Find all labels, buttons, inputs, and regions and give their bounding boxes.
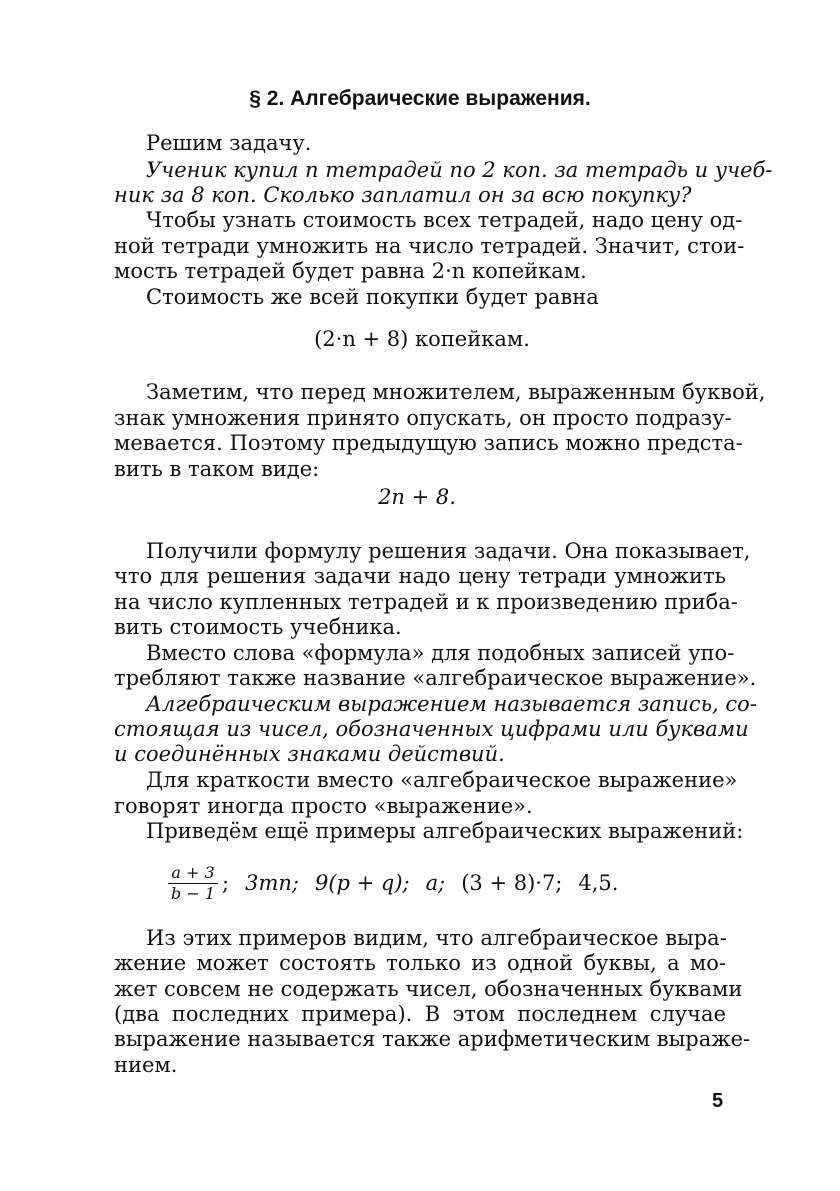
paragraph-line: Вместо слова «формула» для подобных записей упо- <box>146 641 735 665</box>
paragraph-line: что для решения задачи надо цену тетради умножить <box>114 564 726 588</box>
example-expression: (3 + 8)·7; <box>461 871 563 895</box>
paragraph-line: Из этих примеров видим, что алгебраическое выра- <box>146 926 727 950</box>
paragraph-line: ной тетради умножить на число тетрадей. Значит, стои- <box>114 234 745 258</box>
paragraph-line: вить в таком виде: <box>114 457 320 481</box>
fraction-example <box>168 864 218 903</box>
paragraph-line: нием. <box>114 1053 178 1077</box>
problem-line: Ученик купил n тетрадей по 2 коп. за тетрадь и учеб- <box>146 158 773 182</box>
section-title: § 2. Алгебраические выражения. <box>249 87 591 110</box>
paragraph-line: (два последних примера). В этом последнем случае <box>114 1002 726 1026</box>
paragraph-line: Получили формулу решения задачи. Она показывает, <box>146 539 751 563</box>
fraction-numerator: a + 3 <box>168 864 217 884</box>
example-expression: 3mn; <box>245 871 299 895</box>
formula-display: 2n + 8. <box>378 485 456 509</box>
formula-display: (2·n + 8) копейкам. <box>314 327 530 351</box>
definition-line: стоящая из чисел, обозначенных цифрами или буквами <box>114 717 749 741</box>
paragraph-line: мость тетрадей будет равна 2·n копейкам. <box>114 259 587 283</box>
paragraph-line: жет совсем не содержать чисел, обозначенных буквами <box>114 977 743 1001</box>
definition-line: и соединённых знаками действий. <box>114 742 505 766</box>
example-expression: 9(p + q); <box>314 871 410 895</box>
page-number: 5 <box>712 1090 724 1112</box>
paragraph-line: Для краткости вместо «алгебраическое выражение» <box>146 768 738 792</box>
paragraph-line: требляют также название «алгебраическое выражение». <box>114 666 757 690</box>
paragraph-line: Решим задачу. <box>146 131 312 155</box>
fraction-separator: ; <box>222 871 230 895</box>
paragraph-line: Чтобы узнать стоимость всех тетрадей, надо цену од- <box>146 208 743 232</box>
paragraph-line: знак умножения принято опускать, он просто подразу- <box>114 406 732 430</box>
fraction-denominator: b − 1 <box>171 883 215 903</box>
paragraph-line: Заметим, что перед множителем, выраженным буквой, <box>146 380 766 404</box>
paragraph-line: говорят иногда просто «выражение». <box>114 794 533 818</box>
paragraph-line: Стоимость же всей покупки будет равна <box>146 285 599 309</box>
paragraph-line: на число купленных тетрадей и к произведению приба- <box>114 590 738 614</box>
examples-row <box>168 858 618 908</box>
paragraph-line: выражение называется также арифметическим выраже- <box>114 1027 751 1051</box>
paragraph-line: мевается. Поэтому предыдущую запись можно предста- <box>114 431 743 455</box>
paragraph-line: Приведём ещё примеры алгебраических выражений: <box>146 819 744 843</box>
definition-line: Алгебраическим выражением называется запись, со- <box>146 692 757 716</box>
example-expression: a; <box>425 871 446 895</box>
problem-line: ник за 8 коп. Сколько заплатил он за всю покупку? <box>114 183 692 207</box>
paragraph-line: жение может состоять только из одной буквы, а мо- <box>114 951 726 975</box>
paragraph-line: вить стоимость учебника. <box>114 615 402 639</box>
example-expression: 4,5. <box>578 871 619 895</box>
